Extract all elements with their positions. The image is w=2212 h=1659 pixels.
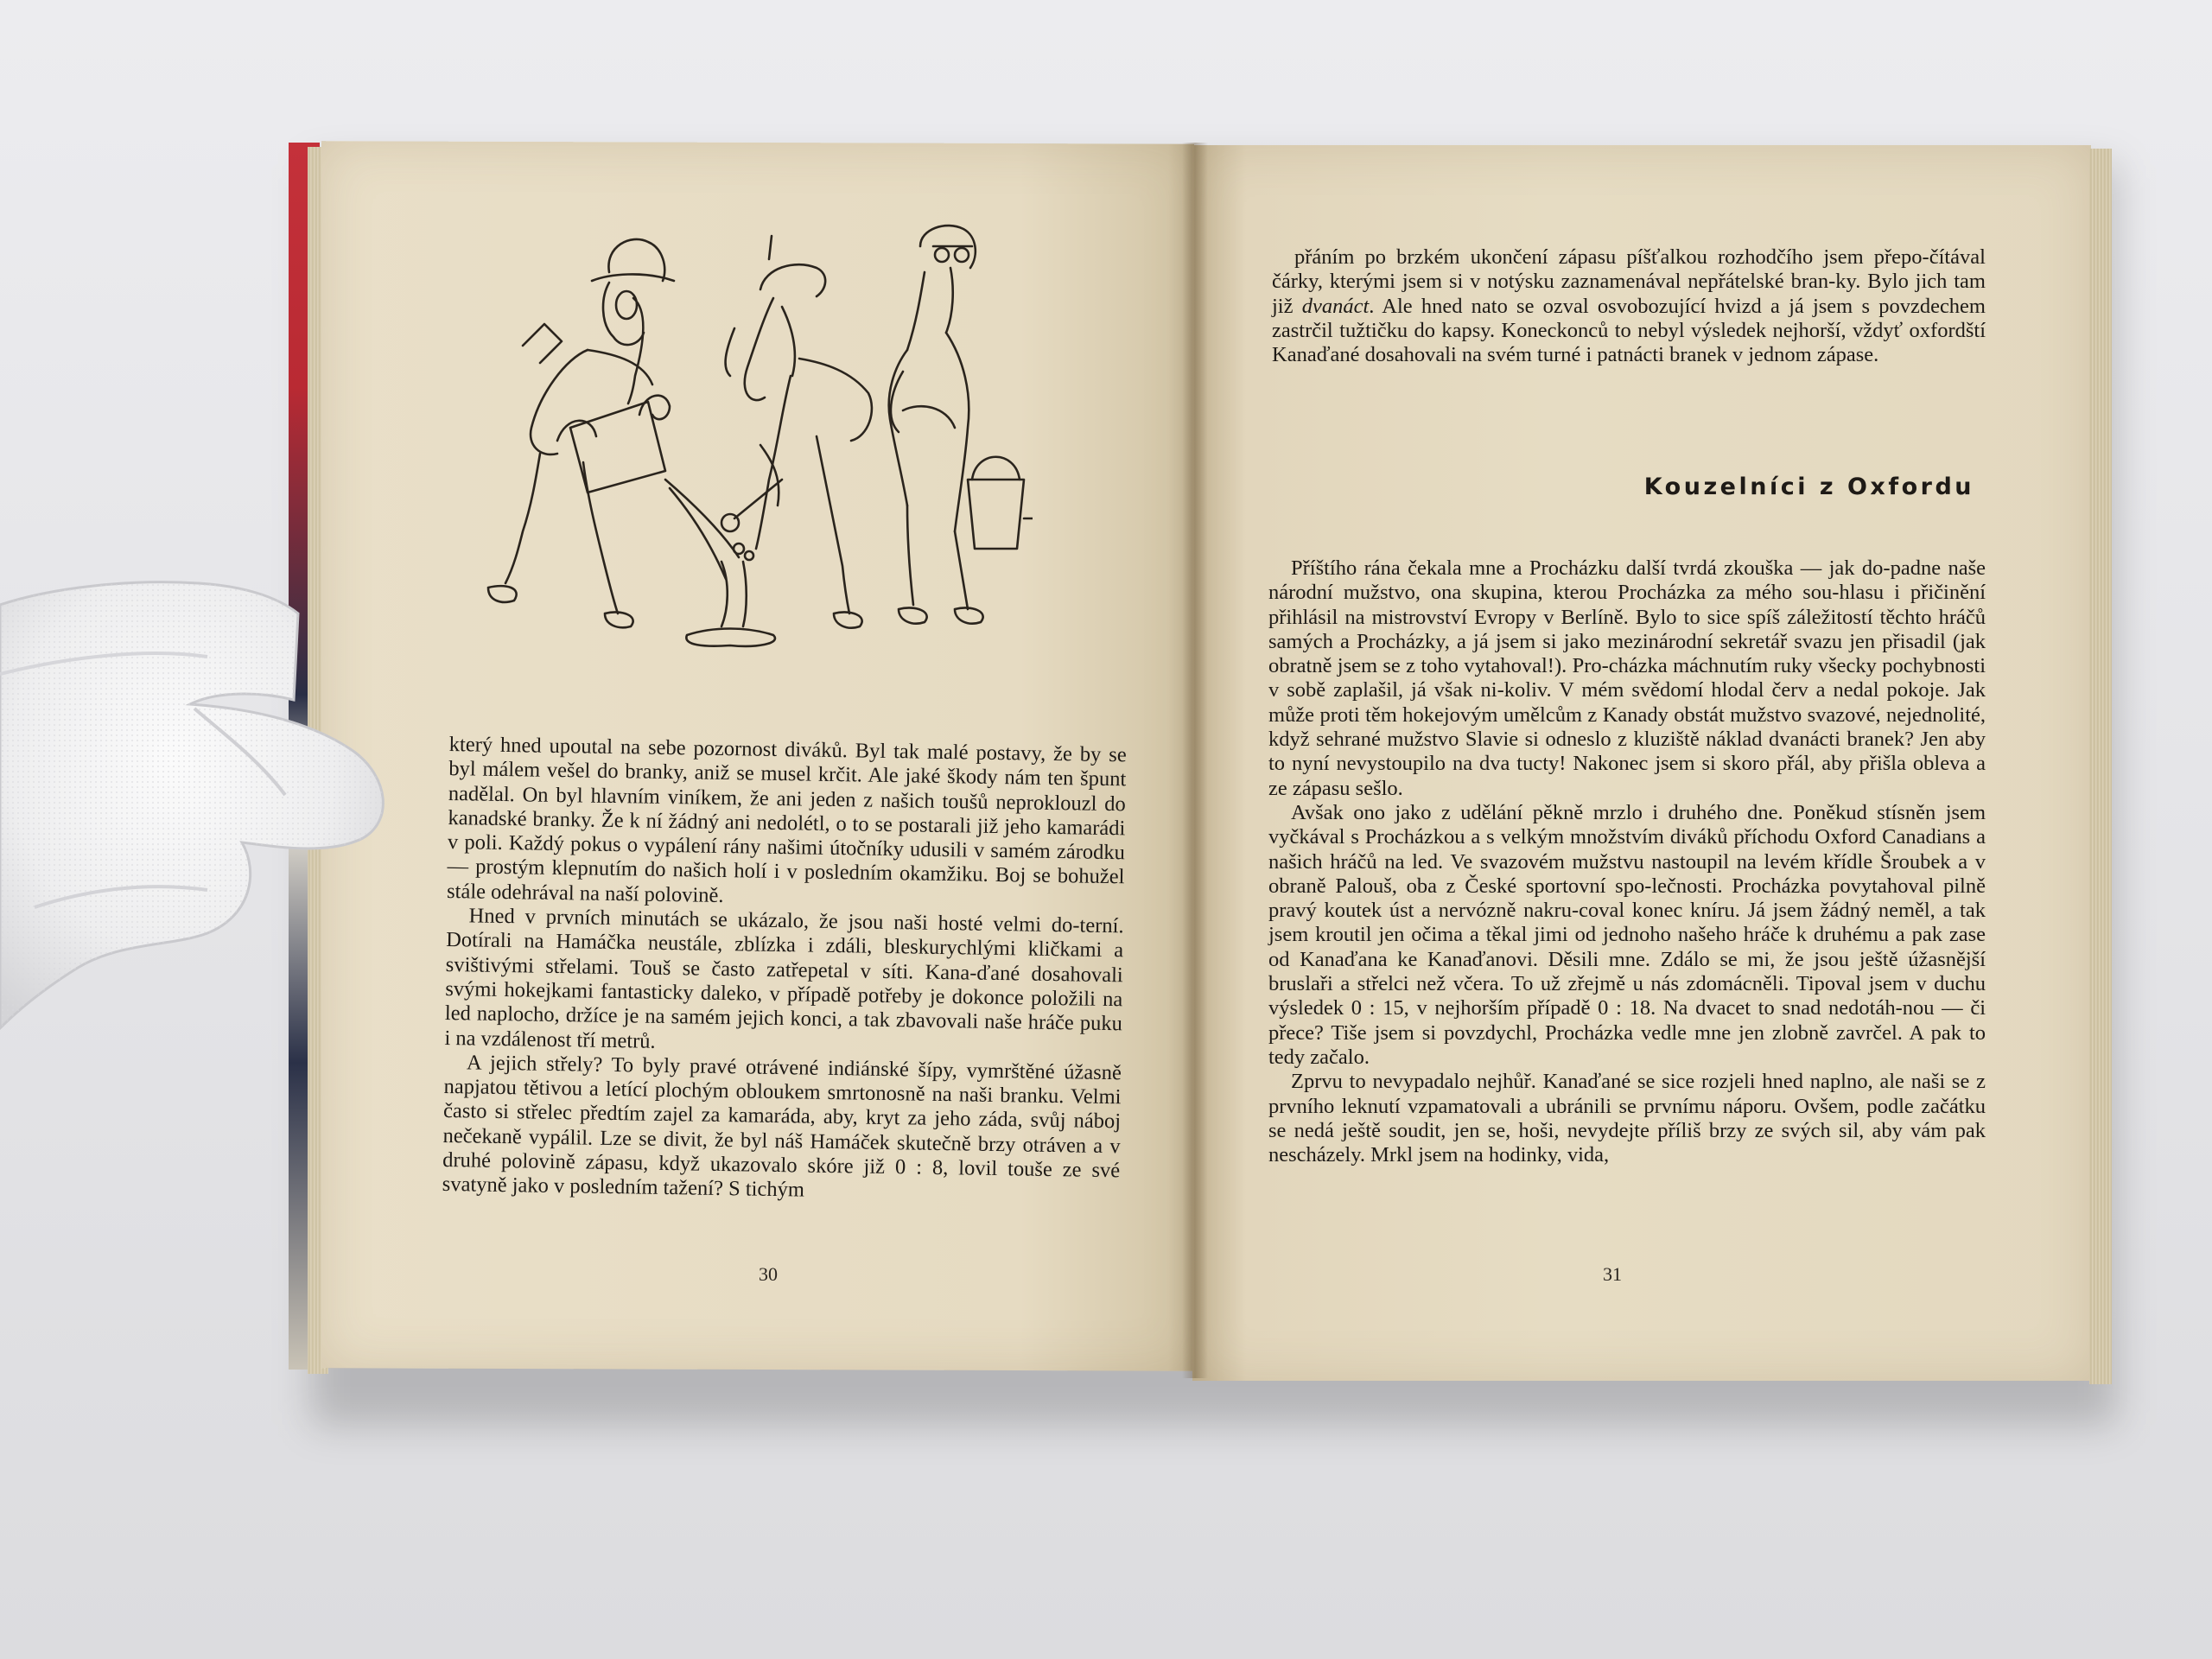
right-paragraph-3: Zprvu to nevypadalo nejhůř. Kanaďané se sice rozjeli hned naplno, ale naši se z prvního leknutí vzpamatovali a ubránili se prvnímu náporu. Ovšem, podle začátku se nedá ještě soudit, jen se, hoši, nevydejte příliš brzy ze svých sil, aby vám pak nescházely. Mrkl jsem na hodinky, vida, bbox=[1268, 1070, 1986, 1167]
sketch-illustration bbox=[436, 220, 1033, 670]
right-top-paragraph bbox=[1272, 245, 1986, 367]
left-paragraph-2: Hned v prvních minutách se ukázalo, že jsou naši hosté velmi do-terní. Dotírali na Hamáčka neustále, zblízka i zdáli, bleskurychlými kličkami a svištivými střelami. Touš se často zatřepetal v síti. Kana-ďané dosahovali svými hokejkami fantasticky daleko, v případě potřeby je dokonce položili na led naplocho, držíce je na samém jejich konci, a tak zbavovali naše hráče puku i na vzdálenost tří metrů. bbox=[444, 904, 1124, 1053]
white-glove-hand bbox=[0, 562, 406, 1218]
right-top-italic-word: dvanáct bbox=[1301, 294, 1370, 318]
left-page-number: 30 bbox=[759, 1263, 778, 1285]
book-gutter bbox=[1182, 143, 1208, 1378]
right-paragraph-1: Příštího rána čekala mne a Procházku další tvrdá zkouška — jak do-padne naše národní mužstvo, ona skupina, kterou Procházka za mého sou-hlasu i přičinění přihlásil na mistrovství Evropy v Berlíně. Bylo to sice spíš záležitostí těchto hráčů samých a Procházky, a já jsem si jako mezinárodní sekretář svazu jen přisadil (jak obratně jsem se z toho vytahoval!). Pro-cházka máchnutím ruky všecky pochybnosti v sobě zaplašil, já však ni-koliv. V mém svědomí hlodal červ a nedal pokoje. Jak může proti těm hokejovým umělcům z Kanady obstát mužstvo svazové, nejednolité, když sehrané mužstvo Slavie si odneslo z kluziště náklad dvanácti branek? Jen aby to nyní nevystoupilo na dva tucty! Nakonec jsem si skoro přál, aby přišla obleva a ze zápasu sešlo. bbox=[1268, 556, 1986, 800]
left-paragraph-3: A jejich střely? To byly pravé otrávené indiánské šípy, vymrštěné úžasně napjatou tětivou a letící plochým obloukem smrtonosně na naši branku. Velmi často si střelec předtím zajel za kamaráda, aby, kryt za jeho záda, svůj náboj nečekaně vypálil. Lze se divit, že byl náš Hamáček skutečně brzy otráven a v druhé polovině zápasu, když ukazovalo skóre již 0 : 8, lovil touše ze své svatyně jako v posledním tažení? S tichým bbox=[442, 1051, 1122, 1202]
right-page-number: 31 bbox=[1603, 1263, 1622, 1285]
right-page-main-text bbox=[1268, 556, 1986, 1167]
right-top-part-2: . Ale hned nato se ozval osvobozující hvizd a já jsem s povzdechem zastrčil tužtičku do kapsy. Koneckonců to nebyl výsledek nejhorší, vždyť oxfordští Kanaďané dosahovali na svém turné i patnácti branek v jednom zápase. bbox=[1272, 294, 1986, 367]
left-paragraph-1: který hned upoutal na sebe pozornost diváků. Byl tak malé postavy, že by se byl málem vešel do branky, aniž se musel krčit. Ale jaké škody nám ten špunt nadělal. On byl hlavním viníkem, že ani jeden z našich toušů neproklouzl do kanadské branky. Že k ní žádný ani nedolétl, o to se postarali již jeho kamarádi v poli. Každý pokus o vypálení rány našimi útočníky udusili v samém zárodku — prostým klepnutím do našich holí i v posledním okamžiku. Boj se bohužel stále odehrával na naší polovině. bbox=[446, 733, 1127, 907]
section-heading: Kouzelníci z Oxfordu bbox=[1643, 474, 1974, 500]
right-top-part-1: přáním po brzkém ukončení zápasu píšťalkou rozhodčího jsem přepo-čítával čárky, kterými jsem si v notýsku zaznamenával nepřátelské bran-ky. Bylo jich tam již bbox=[1272, 245, 1986, 318]
left-page-text bbox=[442, 733, 1127, 1208]
right-page-top-text bbox=[1272, 245, 1986, 367]
right-page-edges bbox=[2089, 149, 2112, 1384]
right-paragraph-2: Avšak ono jako z udělání pěkně mrzlo i druhého dne. Poněkud stísněn jsem vyčkával s Procházkou a s velkým množstvím diváků příchodu Oxford Canadians a našich hráčů na led. Ve svazovém mužstvu nastoupil na levém křídle Šroubek a v obraně Palouš, oba z České sportovní spo-lečnosti. Procházka povytahoval pilně pravý koutek úst a nervózně nakru-coval konec kníru. Já jsem žádný neměl, a tak jsem kroutil jen očima a těkal jimi od jednoho našeho hráče k druhému a pak zase od Kanaďana ke Kanaďanovi. Děsili mne. Zdálo se mi, že jsou ještě úžasnější bruslaři a střelci než včera. To už zřejmě u nás zdomácněli. Tipoval jsem v duchu výsledek 0 : 15, v nejhorším případě 0 : 18. Na dvacet to snad nedotáh-nou — či přece? Tiše jsem si povzdychl, Procházka vedle mne jen zlobně zavrčel. A pak to tedy začalo. bbox=[1268, 800, 1986, 1069]
